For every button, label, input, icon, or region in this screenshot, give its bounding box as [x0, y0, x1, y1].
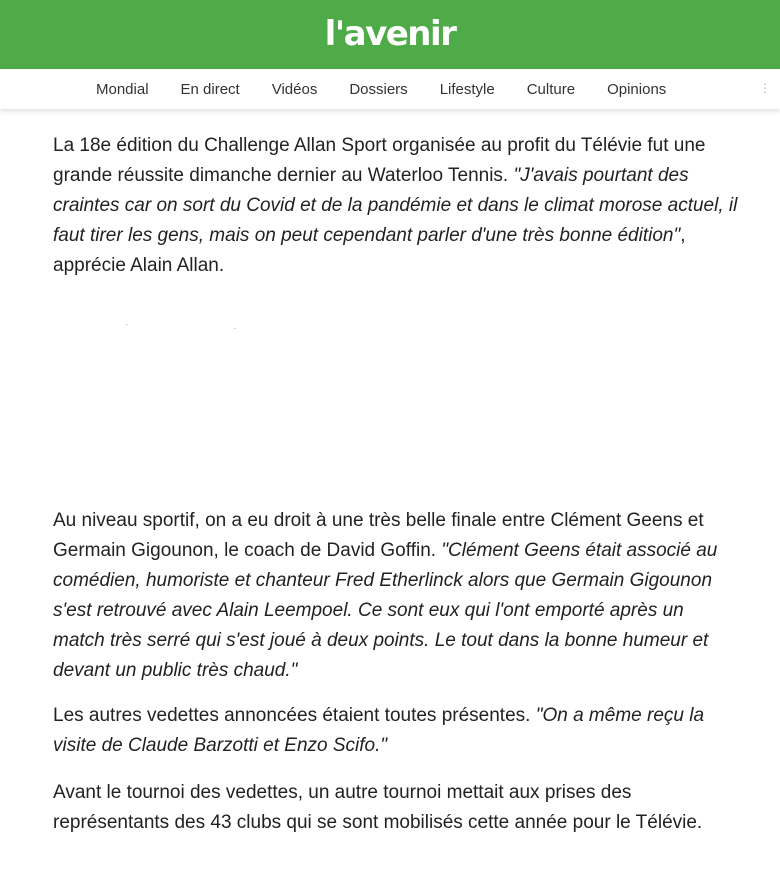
nav-item-en-direct[interactable]: En direct: [180, 80, 240, 98]
quote-text: "Clément Geens était associé au comédien, humoriste et chanteur Fred Etherlinck alors que Germain Gigounon s'est retrouvé avec Alain Leempoel. Ce sont eux qui l'ont emporté après un match très serré qui s'est joué à deux points. Le tout dans la bonne humeur et devant un public très chaud.": [53, 540, 718, 681]
ad-pixel: [234, 328, 236, 329]
site-header: [0, 0, 780, 69]
article-paragraph-3: [53, 701, 740, 761]
paragraph-text: La 18e édition du Challenge Allan Sport organisée au profit du Télévie fut une grande réussite dimanche dernier au Waterloo Tennis.: [53, 135, 706, 186]
paragraph-text: Les autres vedettes annoncées étaient toutes présentes.: [53, 705, 536, 726]
nav-item-opinions[interactable]: Opinions: [607, 80, 667, 98]
nav-items: [0, 69, 780, 109]
main-nav: [0, 69, 780, 109]
quote-text: "J'avais pourtant des craintes car on sort du Covid et de la pandémie et dans le climat morose actuel, il faut tirer les gens, mais on peut cependant parler d'une très bonne édition": [53, 165, 738, 246]
paragraph-text: Avant le tournoi des vedettes, un autre tournoi mettait aux prises des représentants des 43 clubs qui se sont mobilisés cette année pour le Télévie.: [53, 782, 703, 833]
nav-item-lifestyle[interactable]: Lifestyle: [439, 80, 495, 98]
ad-pixel: [126, 324, 128, 325]
nav-item-culture[interactable]: Culture: [526, 80, 576, 98]
paragraph-text: , apprécie Alain Allan.: [53, 225, 686, 276]
nav-item-videos[interactable]: Vidéos: [271, 80, 318, 98]
paragraph-text: Au niveau sportif, on a eu droit à une très belle finale entre Clément Geens et Germain Gigounon, le coach de David Goffin.: [53, 510, 704, 561]
menu-icon[interactable]: ⋮: [759, 81, 771, 95]
article-paragraph-4: [53, 778, 740, 838]
ad-placeholder: [53, 281, 740, 496]
article-paragraph-2: [53, 506, 740, 686]
article-paragraph-1: [53, 131, 740, 281]
article-body: [0, 131, 780, 838]
nav-item-mondial[interactable]: Mondial: [96, 80, 149, 98]
nav-item-dossiers[interactable]: Dossiers: [349, 80, 408, 98]
site-logo[interactable]: l'avenir: [324, 13, 456, 54]
quote-text: "On a même reçu la visite de Claude Barzotti et Enzo Scifo.": [53, 705, 705, 756]
